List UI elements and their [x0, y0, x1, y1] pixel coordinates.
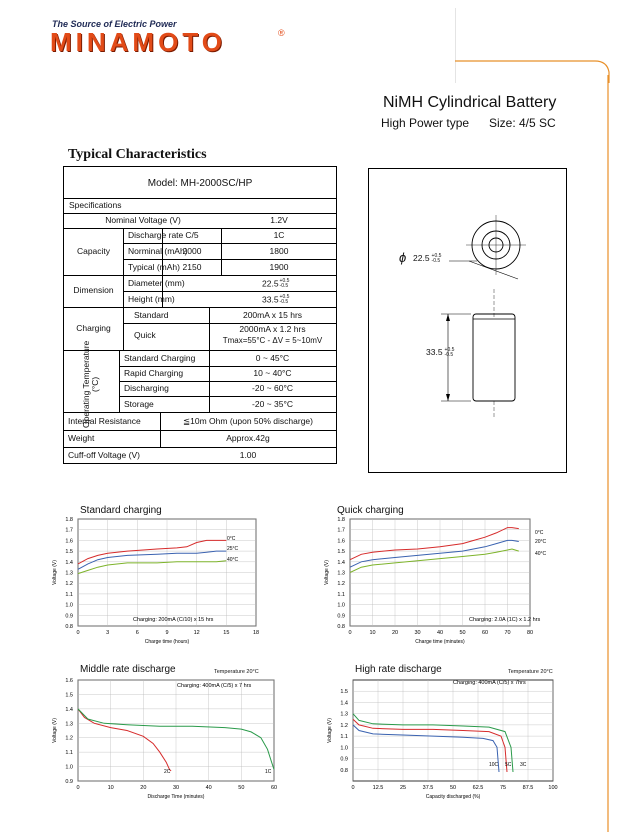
- y-tick-label: 1.3: [65, 721, 73, 728]
- x-tick-label: 10: [107, 785, 114, 791]
- series-label: 25°C: [227, 546, 239, 552]
- y-tick-label: 0.9: [65, 779, 73, 785]
- x-tick-label: 20: [140, 785, 147, 791]
- x-tick-label: 12.5: [372, 785, 384, 791]
- nominal-c5: 2000: [182, 246, 202, 256]
- cutoff-voltage-label: Cuff-off Voltage (V): [68, 450, 140, 460]
- product-title: NiMH Cylindrical Battery: [383, 94, 557, 111]
- chart-quick-charging: [305, 503, 565, 648]
- x-tick-label: 20: [391, 630, 399, 636]
- series-line: [78, 561, 226, 574]
- chart-svg: [305, 662, 570, 807]
- drawing-diameter: 22.5 +0.5 -0.5: [413, 252, 442, 264]
- series-label: 5C: [505, 762, 512, 768]
- series-line: [353, 725, 499, 772]
- series-label: 40°C: [227, 557, 239, 563]
- battery-drawing: [368, 168, 567, 473]
- quick-cutoff: Tmax=55°C - ΔV = 5~10mV: [222, 336, 323, 345]
- typical-mah-label: Typical (mAh): [128, 262, 180, 272]
- y-tick-label: 1.3: [337, 570, 345, 577]
- quick-value: 2000mA x 1.2 hrs: [239, 324, 306, 334]
- y-axis-label: Voltage (V): [52, 718, 58, 743]
- x-axis-label: Charge time (minutes): [415, 639, 465, 645]
- y-tick-label: 1.8: [337, 517, 345, 523]
- y-tick-label: 1.8: [65, 517, 73, 523]
- series-label: 0°C: [535, 530, 544, 536]
- y-tick-label: 1.2: [65, 581, 73, 588]
- height-label: Height (mm): [128, 294, 175, 304]
- y-tick-label: 1.2: [65, 735, 73, 742]
- chart-middle-rate-discharge: [33, 662, 283, 807]
- battery-outline: [369, 169, 566, 472]
- rate-c5: C/5: [185, 230, 199, 240]
- chart-annotation: Charging: 400mA (C/5) x 7 hrs: [177, 683, 252, 689]
- y-axis-label: Voltage (V): [52, 560, 58, 585]
- x-tick-label: 70: [504, 630, 511, 636]
- series-label: 10C: [489, 762, 499, 768]
- capacity-label: Capacity: [76, 246, 111, 256]
- quick-label: Quick: [134, 330, 156, 340]
- x-tick-label: 0: [76, 785, 80, 791]
- discharging-label: Discharging: [124, 383, 169, 393]
- std-charging-label: Standard Charging: [124, 353, 196, 363]
- chart-annotation: Charging: 200mA (C/10) x 15 hrs: [133, 617, 214, 623]
- chart-temperature: Temperature 20°C: [508, 669, 553, 675]
- y-tick-label: 1.3: [65, 570, 73, 577]
- brand-tagline: The Source of Electric Power: [52, 19, 177, 29]
- y-tick-label: 1.0: [340, 745, 348, 752]
- rate-1c: 1C: [273, 230, 285, 240]
- x-tick-label: 100: [548, 785, 558, 791]
- y-tick-label: 1.1: [337, 591, 345, 598]
- x-tick-label: 9: [165, 630, 169, 636]
- operating-temperature-label: Operating Temperature (°C): [81, 340, 101, 428]
- x-tick-label: 75: [499, 785, 507, 791]
- product-subtitle: High Power type: [381, 116, 470, 130]
- registered-mark: ®: [278, 28, 285, 38]
- y-tick-label: 1.0: [337, 602, 345, 609]
- y-tick-label: 0.8: [337, 624, 345, 630]
- x-tick-label: 15: [223, 630, 230, 636]
- model-name: Model: MH-2000SC/HP: [147, 178, 253, 189]
- x-tick-label: 0: [348, 630, 352, 636]
- x-tick-label: 50: [459, 630, 466, 636]
- y-tick-label: 1.1: [65, 591, 73, 598]
- chart-svg: [305, 503, 565, 648]
- x-tick-label: 80: [526, 630, 534, 636]
- x-tick-label: 12: [193, 630, 200, 636]
- section-title: Typical Characteristics: [68, 147, 207, 162]
- series-line: [350, 540, 519, 567]
- chart-standard-charging: [33, 503, 278, 648]
- series-label: 20°C: [535, 539, 547, 545]
- x-tick-label: 50: [449, 785, 457, 791]
- x-tick-label: 3: [106, 630, 110, 636]
- chart-annotation: Charging: 2.0A (1C) x 1.2 hrs: [469, 617, 541, 623]
- x-axis-label: Charge time (hours): [144, 639, 190, 645]
- nominal-voltage-label: Nominal Voltage (V): [105, 215, 181, 225]
- typical-c5: 2150: [182, 262, 202, 272]
- y-tick-label: 0.8: [340, 767, 348, 774]
- y-tick-label: 1.4: [65, 559, 73, 566]
- y-tick-label: 1.7: [65, 527, 73, 534]
- y-tick-label: 1.4: [340, 700, 348, 707]
- x-tick-label: 62.5: [472, 785, 484, 791]
- y-axis-label: Voltage (V): [327, 718, 333, 743]
- internal-resistance-value: ≦10m Ohm (upon 50% discharge): [183, 416, 313, 426]
- series-label: 1C: [265, 769, 272, 775]
- x-tick-label: 60: [270, 785, 278, 791]
- dimension-label: Dimension: [73, 285, 114, 295]
- x-tick-label: 0: [351, 785, 355, 791]
- chart-annotation: Charging: 400mA (C/5) x 7hrs: [453, 680, 526, 686]
- y-tick-label: 0.8: [65, 624, 73, 630]
- y-tick-label: 1.0: [65, 764, 73, 771]
- series-label: 0°C: [227, 536, 236, 542]
- y-tick-label: 1.3: [340, 711, 348, 718]
- standard-label: Standard: [134, 310, 169, 320]
- chart-title: Quick charging: [337, 505, 404, 516]
- series-line: [350, 549, 519, 573]
- rapid-charging-label: Rapid Charging: [124, 368, 184, 378]
- diameter-symbol: ϕ: [399, 250, 407, 265]
- drawing-height: 33.5 +0.5 -0.5: [426, 346, 455, 358]
- y-tick-label: 1.6: [65, 678, 73, 684]
- chart-title: High rate discharge: [355, 664, 442, 675]
- x-tick-label: 0: [76, 630, 80, 636]
- diameter-label: Diameter (mm): [128, 278, 185, 288]
- x-axis-label: Discharge Time (minutes): [147, 794, 205, 800]
- series-line: [350, 528, 519, 560]
- weight-label: Weight: [68, 433, 95, 443]
- typical-1c: 1900: [269, 262, 289, 272]
- chart-svg: [33, 503, 278, 648]
- y-tick-label: 0.9: [337, 613, 345, 620]
- series-label: 2C: [164, 769, 171, 775]
- discharge-rate-label: Discharge rate: [128, 230, 184, 240]
- x-tick-label: 6: [135, 630, 139, 636]
- y-tick-label: 1.5: [340, 689, 348, 696]
- y-tick-label: 1.5: [337, 549, 345, 556]
- x-tick-label: 37.5: [422, 785, 434, 791]
- diameter-value: 22.5+0.5 -0.5: [262, 278, 290, 289]
- series-line: [78, 709, 171, 771]
- y-tick-label: 1.5: [65, 692, 73, 699]
- cutoff-voltage-value: 1.00: [239, 450, 257, 460]
- chart-high-rate-discharge: [305, 662, 570, 807]
- x-tick-label: 18: [252, 630, 260, 636]
- chart-title: Standard charging: [80, 505, 162, 516]
- storage-value: -20 ~ 35°C: [252, 399, 293, 409]
- chart-title: Middle rate discharge: [80, 664, 176, 675]
- y-tick-label: 1.0: [65, 602, 73, 609]
- x-tick-label: 60: [481, 630, 489, 636]
- y-tick-label: 1.4: [65, 706, 73, 713]
- x-tick-label: 87.5: [522, 785, 534, 791]
- spec-table: [63, 166, 337, 464]
- weight-value: Approx.42g: [226, 433, 270, 443]
- specifications-label: Specifications: [69, 200, 122, 210]
- chart-temperature: Temperature 20°C: [214, 669, 259, 675]
- nominal-voltage-value: 1.2V: [270, 215, 288, 225]
- y-tick-label: 1.7: [337, 527, 345, 534]
- storage-label: Storage: [124, 399, 154, 409]
- y-tick-label: 1.2: [340, 722, 348, 729]
- y-tick-label: 1.1: [65, 750, 73, 757]
- standard-value: 200mA x 15 hrs: [242, 310, 303, 320]
- internal-resistance-label: Internal Resistance: [68, 416, 141, 426]
- y-tick-label: 1.2: [337, 581, 345, 588]
- chart-svg: [33, 662, 283, 807]
- y-tick-label: 1.6: [65, 538, 73, 545]
- x-tick-label: 50: [238, 785, 245, 791]
- y-tick-label: 0.9: [340, 756, 348, 763]
- y-tick-label: 1.6: [337, 538, 345, 545]
- height-value: 33.5+0.5 -0.5: [262, 294, 290, 305]
- nominal-mah-label: Norminal (mAh): [128, 246, 188, 256]
- x-tick-label: 40: [436, 630, 444, 636]
- series-label: 40°C: [535, 551, 547, 557]
- x-tick-label: 30: [172, 785, 180, 791]
- y-tick-label: 1.4: [337, 559, 345, 566]
- product-size: Size: 4/5 SC: [489, 116, 556, 130]
- y-tick-label: 1.1: [340, 734, 348, 741]
- nominal-1c: 1800: [269, 246, 289, 256]
- x-axis-label: Capacity discharged (%): [425, 794, 481, 800]
- y-tick-label: 0.9: [65, 613, 73, 620]
- rapid-charging-value: 10 ~ 40°C: [253, 368, 292, 378]
- y-axis-label: Voltage (V): [324, 560, 330, 585]
- series-label: 3C: [520, 762, 527, 768]
- x-tick-label: 10: [369, 630, 376, 636]
- x-tick-label: 40: [205, 785, 212, 791]
- x-tick-label: 25: [399, 785, 407, 791]
- brand-logo: MINAMOTO: [50, 27, 226, 57]
- charging-label: Charging: [76, 323, 111, 333]
- x-tick-label: 30: [414, 630, 421, 636]
- y-tick-label: 1.5: [65, 549, 73, 556]
- discharging-value: -20 ~ 60°C: [252, 383, 293, 393]
- std-charging-value: 0 ~ 45°C: [255, 353, 290, 363]
